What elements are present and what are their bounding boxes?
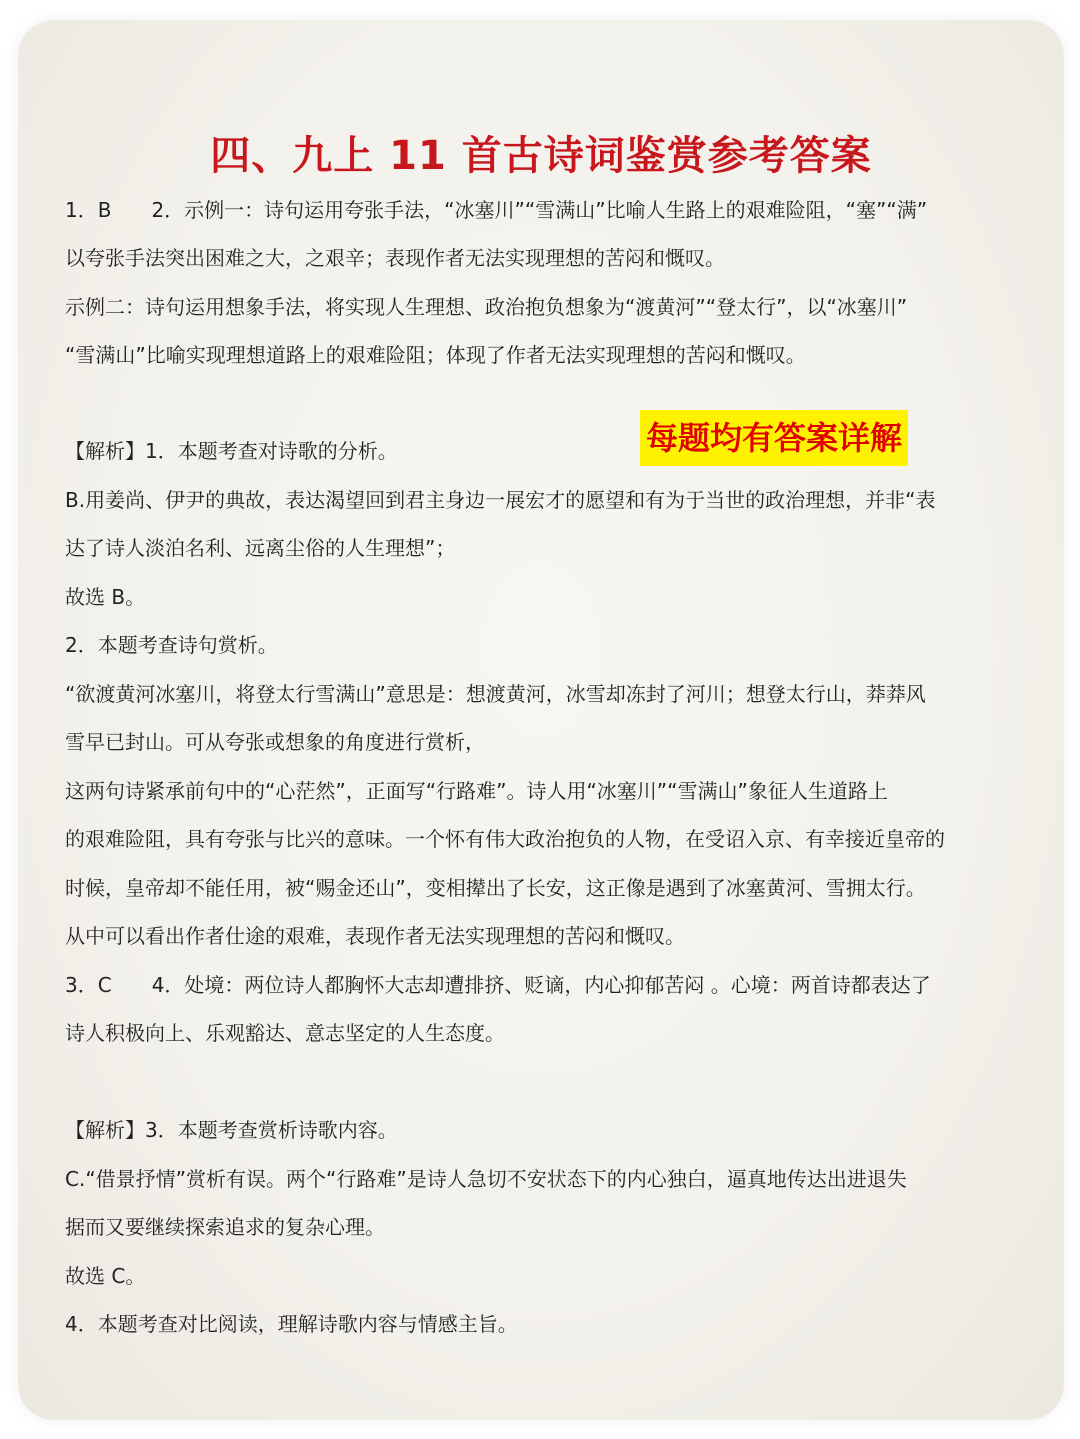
analysis-line: 据而又要继续探索追求的复杂心理。 — [65, 1215, 385, 1239]
answer-line: 诗人积极向上、乐观豁达、意志坚定的人生态度。 — [65, 1021, 505, 1045]
answer-line: 3．C 4．处境：两位诗人都胸怀大志却遭排挤、贬谪，内心抑郁苦闷 。心境：两首诗都表达了 — [65, 973, 931, 997]
analysis-line: C.“借景抒情”赏析有误。两个“行路难”是诗人急切不安状态下的内心独白，逼真地传达出进退失 — [65, 1167, 907, 1191]
document-page — [18, 20, 1064, 1420]
analysis-line: 这两句诗紧承前句中的“心茫然”，正面写“行路难”。诗人用“冰塞川”“雪满山”象征人生道路上 — [65, 779, 888, 803]
analysis-line: 【解析】3．本题考查赏析诗歌内容。 — [65, 1118, 398, 1142]
answer-line: 1．B 2．示例一：诗句运用夸张手法，“冰塞川”“雪满山”比喻人生路上的艰难险阻，“塞”“满” — [65, 198, 928, 222]
analysis-line: 故选 C。 — [65, 1264, 146, 1288]
answer-line: 示例二：诗句运用想象手法，将实现人生理想、政治抱负想象为“渡黄河”“登太行”，以“冰塞川” — [65, 295, 908, 319]
analysis-line: 从中可以看出作者仕途的艰难，表现作者无法实现理想的苦闷和慨叹。 — [65, 924, 685, 948]
analysis-line: 时候，皇帝却不能任用，被“赐金还山”，变相撵出了长安，这正像是遇到了冰塞黄河、雪拥太行。 — [65, 876, 926, 900]
analysis-line: 的艰难险阻，具有夸张与比兴的意味。一个怀有伟大政治抱负的人物，在受诏入京、有幸接近皇帝的 — [65, 827, 945, 851]
analysis-line: 雪早已封山。可从夸张或想象的角度进行赏析， — [65, 730, 485, 754]
analysis-line: 故选 B。 — [65, 585, 146, 609]
analysis-line: 4．本题考查对比阅读，理解诗歌内容与情感主旨。 — [65, 1312, 518, 1336]
page-title: 四、九上 11 首古诗词鉴赏参考答案 — [210, 133, 872, 179]
answer-detail-badge: 每题均有答案详解 — [640, 410, 908, 466]
analysis-line: “欲渡黄河冰塞川，将登太行雪满山”意思是：想渡黄河，冰雪却冻封了河川；想登太行山，莽莽风 — [65, 682, 926, 706]
answer-line: “雪满山”比喻实现理想道路上的艰难险阻；体现了作者无法实现理想的苦闷和慨叹。 — [65, 343, 806, 367]
analysis-line: 2．本题考查诗句赏析。 — [65, 633, 278, 657]
analysis-line: 【解析】1．本题考查对诗歌的分析。 — [65, 439, 398, 463]
analysis-line: 达了诗人淡泊名利、远离尘俗的人生理想”； — [65, 536, 456, 560]
answer-line: 以夸张手法突出困难之大，之艰辛；表现作者无法实现理想的苦闷和慨叹。 — [65, 246, 725, 270]
analysis-line: B.用姜尚、伊尹的典故，表达渴望回到君主身边一展宏才的愿望和有为于当世的政治理想，并非“表 — [65, 488, 936, 512]
